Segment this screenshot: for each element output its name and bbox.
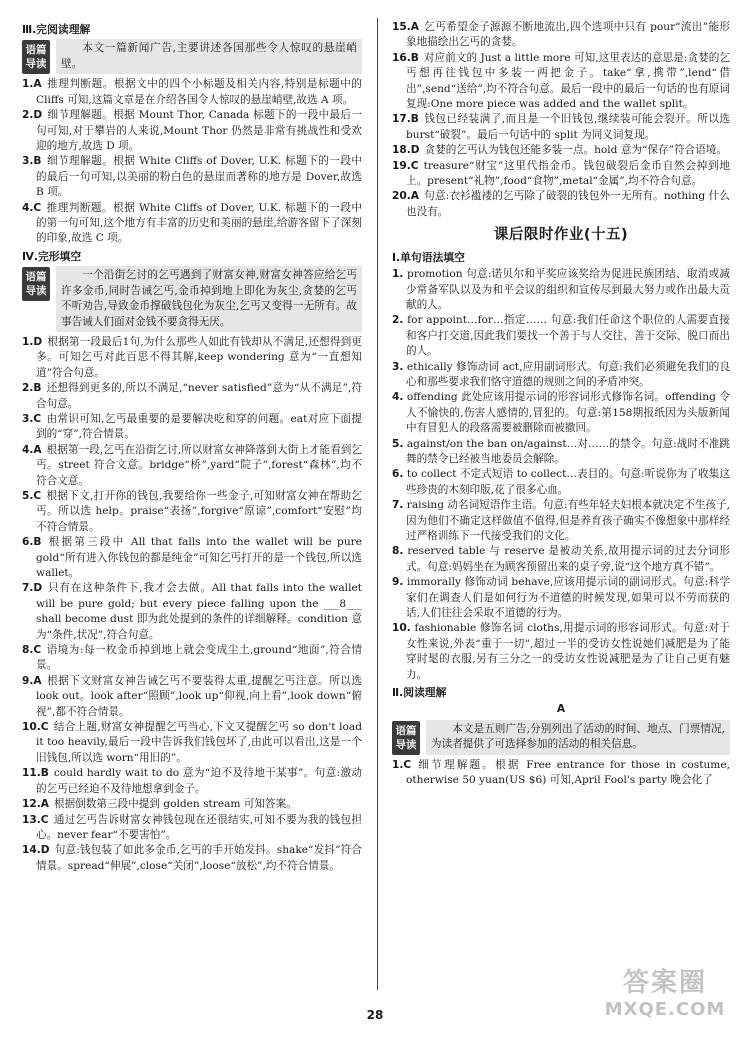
answer-number: 2. xyxy=(392,314,404,327)
answer-item xyxy=(22,535,362,581)
guide-badge: 语篇导读 xyxy=(392,721,420,755)
answer-explanation: 语境为:每一枚金币掉到地上就会变成尘土,ground“地面”,符合情景。 xyxy=(36,644,362,672)
answer-explanation: treasure“财宝”这里代指金币。钱包破裂后金币自然会掉到地上。present“礼物”,food“食物”,metal“金属”,均不符合句意。 xyxy=(406,159,730,188)
answer-choice: C xyxy=(410,159,419,172)
answer-choice: A xyxy=(410,21,419,33)
passage-letter: A xyxy=(556,703,566,716)
answer-number: 4. xyxy=(392,391,404,404)
answer-number: 9. xyxy=(22,674,34,687)
passage-guide xyxy=(22,39,362,74)
answer-item xyxy=(392,758,730,789)
answer-number: 12. xyxy=(22,798,41,811)
answer-explanation: reserved table 与 reserve 是被动关系,故用提示词的过去分词形式。句意:妈妈坐在为顾客预留出来的桌子旁,说“这个地方真不错”。 xyxy=(406,545,730,573)
answer-item xyxy=(392,20,730,51)
left-column xyxy=(22,20,362,874)
answer-number: 1. xyxy=(392,758,404,771)
answer-explanation: 根据下文,打开你的钱包,我要给你一些金子,可知财富女神在帮助乞丐。所以选 help。praise“表扬”,forgive“原谅”,comfort“安慰”均不符合情景。 xyxy=(36,489,362,533)
answer-number: 4. xyxy=(22,443,34,456)
answer-number: 2. xyxy=(22,382,34,395)
answer-choice: D xyxy=(410,144,420,157)
answer-explanation: ethically 修饰动词 act,应用副词形式。句意:我们必须避免我们的良心和那些要求我们恪守道德的规则之间的矛盾冲突。 xyxy=(406,360,730,388)
answer-explanation: 根据第一段,乞丐在沿街乞讨,所以财富女神降落到大街上才能看到乞丐。street 符合文意。bridge“桥”,yard“院子”,forest“森林”,均不符合文意。 xyxy=(36,443,362,487)
answer-number: 20. xyxy=(392,190,411,203)
answer-item xyxy=(22,813,362,844)
answer-item xyxy=(22,335,362,381)
guide-text: 一个沿街乞讨的乞丐遇到了财富女神,财富女神答应给乞丐许多金币,同时告诫乞丐,金币掉到地上即化为灰尘,贪婪的乞丐不听劝告,导致金币撑破钱包化为灰尘,乞丐又变得一无所有。故事告诫人们面对金钱不要贪得无厌。 xyxy=(56,266,362,332)
answer-choice: B xyxy=(410,113,419,126)
cloze-answers xyxy=(22,335,362,874)
answer-choice: A xyxy=(33,443,42,456)
passage-guide xyxy=(392,720,730,755)
answer-choice: D xyxy=(33,582,43,595)
watermark-top: 答案圈 xyxy=(622,968,707,998)
answer-choice: A xyxy=(410,190,419,203)
answer-item xyxy=(22,720,362,766)
answer-item xyxy=(392,313,730,359)
answer-item xyxy=(392,621,730,683)
guide-badge: 语篇导读 xyxy=(22,267,50,301)
answer-item xyxy=(22,201,362,247)
answer-explanation: could hardly wait to do 意为“迫不及待地干某事”。句意:激动的乞丐已经迫不及待地想拿到金子。 xyxy=(36,767,362,795)
answer-number: 4. xyxy=(22,201,34,214)
answer-number: 1. xyxy=(22,78,34,91)
reading-answers-2 xyxy=(392,758,730,789)
answer-explanation: fashionable 修饰名词 cloths,用提示词的形容词形式。句意:对于女性来说,外表“重于一切”,超过一半的受访女性说她们减肥是为了能穿时髦的衣服,另有三分之一的受访女性说减肥是为了让自己更有魅力。 xyxy=(406,622,730,681)
answer-number: 6. xyxy=(22,536,34,549)
answer-number: 8. xyxy=(22,644,34,657)
watermark-logo xyxy=(590,967,740,1031)
answer-choice: D xyxy=(33,335,43,348)
homework-title: 课后限时作业(十五) xyxy=(493,227,629,244)
answer-choice: D xyxy=(33,109,43,122)
guide-text: 本文是五则广告,分别列出了活动的时间、地点、门票情况,为读者提供了可选择参加的活动的相关信息。 xyxy=(426,720,730,755)
answer-explanation: 句意:钱包装了如此多金币,乞丐的手开始发抖。shake“发抖”符合情景。spread“伸展”,close“关闭”,loose“放松”,均不符合情景。 xyxy=(36,844,362,872)
answer-item xyxy=(22,797,362,812)
answer-item xyxy=(392,189,730,220)
answer-item xyxy=(22,381,362,412)
answer-number: 16. xyxy=(392,51,411,64)
answer-item xyxy=(392,51,730,113)
answer-item xyxy=(392,360,730,391)
reading-answers xyxy=(22,77,362,246)
answer-item xyxy=(22,77,362,108)
answer-number: 18. xyxy=(392,144,411,157)
answer-item xyxy=(392,143,730,158)
answer-number: 3. xyxy=(22,155,34,168)
answer-explanation: offending 此处应该用提示词的形容词形式修饰名词。offending 令人不愉快的,伤害人感情的,冒犯的。句意:第158期报纸因为头版新闻中有冒犯人的段落需要被删除而被撤回。 xyxy=(406,391,730,435)
answer-choice: C xyxy=(33,489,42,502)
answer-choice: C xyxy=(40,721,49,734)
answer-item xyxy=(22,581,362,643)
answer-number: 17. xyxy=(392,113,411,126)
answer-number: 5. xyxy=(22,489,34,502)
answer-choice: B xyxy=(33,382,42,395)
answer-choice: C xyxy=(33,201,42,214)
answer-item xyxy=(22,108,362,154)
answer-choice: B xyxy=(410,51,419,64)
answer-number: 7. xyxy=(392,499,404,512)
answer-explanation: 结合上题,财富女神提醒乞丐当心,下文又提醒乞丐 so don't load it too heavily,最后一段中告诉我们钱包坏了,由此可以看出,这是一个旧钱包,所以选 worn“用旧的”。 xyxy=(36,721,362,764)
answer-item xyxy=(22,674,362,720)
answer-explanation: 根据第三段中 All that falls into the wallet will be pure gold“所有进入你钱包的都是纯金”可知乞丐打开的是一个钱包,所以选 wallet。 xyxy=(36,536,362,579)
answer-item xyxy=(392,390,730,436)
answer-explanation: 根据倒数第三段中提到 golden stream 可知答案。 xyxy=(53,798,297,811)
answer-explanation: 根据下文财富女神告诫乞丐不要装得太重,提醒乞丐注意。所以选 look out。look after“照顾”,look up“仰视,向上看”,look down“俯视”,都不符合情景。 xyxy=(36,674,362,718)
answer-choice: C xyxy=(33,644,42,657)
answer-choice: B xyxy=(33,155,42,168)
answer-explanation: 细节理解题。根据 White Cliffs of Dover, U.K. 标题下的一段中的最后一句可知,以美丽的粉白色的悬崖而著称的地方是 Dover,故选 B 项。 xyxy=(36,155,362,199)
answer-explanation: 推理判断题。根据文中的四个小标题及相关内容,特别是标题中的 Cliffs 可知,这篇文章是在介绍各国令人惊叹的悬崖峭壁,故选 A 项。 xyxy=(36,78,362,106)
answer-number: 1. xyxy=(392,268,404,281)
answer-choice: A xyxy=(40,798,49,811)
answer-choice: C xyxy=(40,813,49,826)
answer-explanation: 贪婪的乞丐认为钱包还能多装一点。hold 意为“保存”符合语境。 xyxy=(424,144,727,157)
answer-choice: C xyxy=(403,758,412,771)
answer-item xyxy=(22,154,362,200)
answer-explanation: 对应前文的 Just a little more 可知,这里表达的意思是:贪婪的乞丐想再往钱包中多装一两把金子。take“拿,携带”,lend“借出”,send“送给”,均不符合句意。最后一段中的最后一句话的也有原词复现:One more piece was added and the wallet split。 xyxy=(406,51,730,111)
answer-choice: B xyxy=(40,767,49,780)
answer-explanation: 细节理解题。根据 Free entrance for those in costume, otherwise 50 yuan(US $6) 可知,April Fool's party 晚会化了 xyxy=(406,758,730,787)
answer-number: 3. xyxy=(22,412,34,425)
answer-item xyxy=(22,643,362,674)
answer-number: 5. xyxy=(392,437,404,450)
answer-number: 14. xyxy=(22,844,41,857)
answer-explanation: against/on the ban on/against…对……的禁令。句意:战时不准跳舞的禁令已经被当地委员会解除。 xyxy=(406,437,730,465)
answer-choice: B xyxy=(33,536,42,549)
answer-explanation: immorally 修饰动词 behave,应该用提示词的副词形式。句意:科学家们在调查人们是如何行为不道德的时候发现,如果可以不劳而获的话,人们往往会采取不道德的行为。 xyxy=(406,576,730,620)
guide-badge: 语篇导读 xyxy=(22,40,50,74)
answer-number: 13. xyxy=(22,813,41,826)
guide-text: 本文一篇新闻广告,主要讲述各国那些令人惊叹的悬崖峭壁。 xyxy=(56,39,362,74)
answer-explanation: to collect 不定式短语 to collect…表目的。句意:听说你为了收集这些珍贵的木刻印版,花了很多心血。 xyxy=(406,468,730,496)
answer-number: 2. xyxy=(22,109,34,122)
section-heading-grammar: Ⅰ.单句语法填空 xyxy=(392,250,465,264)
answer-item xyxy=(392,575,730,621)
answer-number: 7. xyxy=(22,582,34,595)
answer-choice: A xyxy=(33,674,42,687)
answer-number: 9. xyxy=(392,576,404,589)
answer-item xyxy=(22,843,362,874)
column-divider xyxy=(377,18,378,990)
answer-choice: D xyxy=(40,844,50,857)
page-number: 28 xyxy=(366,1008,384,1022)
answer-number: 15. xyxy=(392,21,411,33)
answer-item xyxy=(22,412,362,443)
answer-explanation: 根据第一段最后1句,为什么那些人如此有钱却从不满足,还想得到更多。可知乞丐对此百思不得其解,keep wondering 意为“一直想知道”符合句意。 xyxy=(36,335,362,379)
answer-item xyxy=(392,159,730,190)
answer-explanation: 句意:衣衫褴褛的乞丐除了破裂的钱包外一无所有。nothing 什么也没有。 xyxy=(406,190,730,218)
answer-item xyxy=(392,437,730,468)
cloze-answers-continued xyxy=(392,20,730,220)
answer-explanation: 钱包已经装满了,而且是一个旧钱包,继续装可能会裂开。所以选 burst“破裂”。最后一句话中的 split 为同义词复现。 xyxy=(406,113,730,141)
answer-explanation: 乞丐希望金子源源不断地流出,四个选项中只有 pour“流出”能形象地描绘出乞丐的贪婪。 xyxy=(406,21,730,49)
passage-guide xyxy=(22,266,362,332)
answer-explanation: 由常识可知,乞丐最重要的是要解决吃和穿的问题。eat对应下面提到的“穿”,符合情景。 xyxy=(36,412,362,441)
answer-number: 1. xyxy=(22,335,34,348)
answer-number: 11. xyxy=(22,767,41,780)
answer-item xyxy=(392,267,730,313)
answer-number: 3. xyxy=(392,360,404,373)
answer-explanation: 推理判断题。根据 White Cliffs of Dover, U.K. 标题下的一段中的第一句可知,这个地方有丰富的历史和美丽的悬崖,给游客留下了深刻的印象,故选 C 项。 xyxy=(36,201,362,245)
section-heading-cloze: Ⅳ.完形填空 xyxy=(22,249,82,263)
answer-explanation: 细节理解题。根据 Mount Thor, Canada 标题下的一段中最后一句可知,对于攀岩的人来说,Mount Thor 仍然是非常有挑战性和受欢迎的地方,故选 D 项。 xyxy=(36,109,362,153)
answer-item xyxy=(392,467,730,498)
answer-explanation: promotion 句意:诺贝尔和平奖应该奖给为促进民族团结、取消或减少常备军队以及为和平会议的组织和宣传尽到最大努力或作出最大贡献的人。 xyxy=(406,268,730,311)
answer-number: 19. xyxy=(392,159,411,172)
watermark-bottom: MXQE.COM xyxy=(604,999,726,1020)
answer-item xyxy=(22,489,362,535)
answer-item xyxy=(392,112,730,143)
answer-explanation: for appoint…for…指定…… 句意:我们任命这个职位的人需要直接和客户打交道,因此我们要找一个善于与人交往、善于交际、脱口而出的人。 xyxy=(406,314,730,358)
answer-item xyxy=(22,443,362,489)
answer-choice: C xyxy=(33,412,42,425)
section-heading-reading: Ⅲ.完阅读理解 xyxy=(22,23,91,36)
answer-explanation: 还想得到更多的,所以不满足,“never satisfied”意为“从不满足”,符合句意。 xyxy=(36,382,362,410)
answer-item xyxy=(392,498,730,544)
section-heading-reading-2: Ⅱ.阅读理解 xyxy=(392,686,447,700)
answer-number: 10. xyxy=(392,622,411,635)
grammar-answers xyxy=(392,267,730,683)
answer-explanation: 通过乞丐告诉财富女神钱包现在还很结实,可知不要为我的钱包担心。never fear“不要害怕”。 xyxy=(36,813,362,841)
answer-number: 8. xyxy=(392,545,404,558)
right-column xyxy=(392,20,730,789)
answer-item xyxy=(22,766,362,797)
answer-choice: A xyxy=(33,78,42,91)
answer-item xyxy=(392,544,730,575)
answer-explanation: 只有在这种条件下,我才会去做。All that falls into the wallet will be pure gold; but every piece falling upon the ___8___ shall become dust 即为此处提到的条件的详细解释。condition 意为“条件,状况”,符合句意。 xyxy=(36,582,362,641)
answer-number: 6. xyxy=(392,468,404,481)
answer-number: 10. xyxy=(22,721,41,734)
answer-explanation: raising 动名词短语作主语。句意:有些年轻夫妇根本就决定不生孩子,因为他们不确定这样做值不值得,但是养育孩子确实不像想象中那样经过严格训练下一代接受我们的文化。 xyxy=(406,499,731,542)
